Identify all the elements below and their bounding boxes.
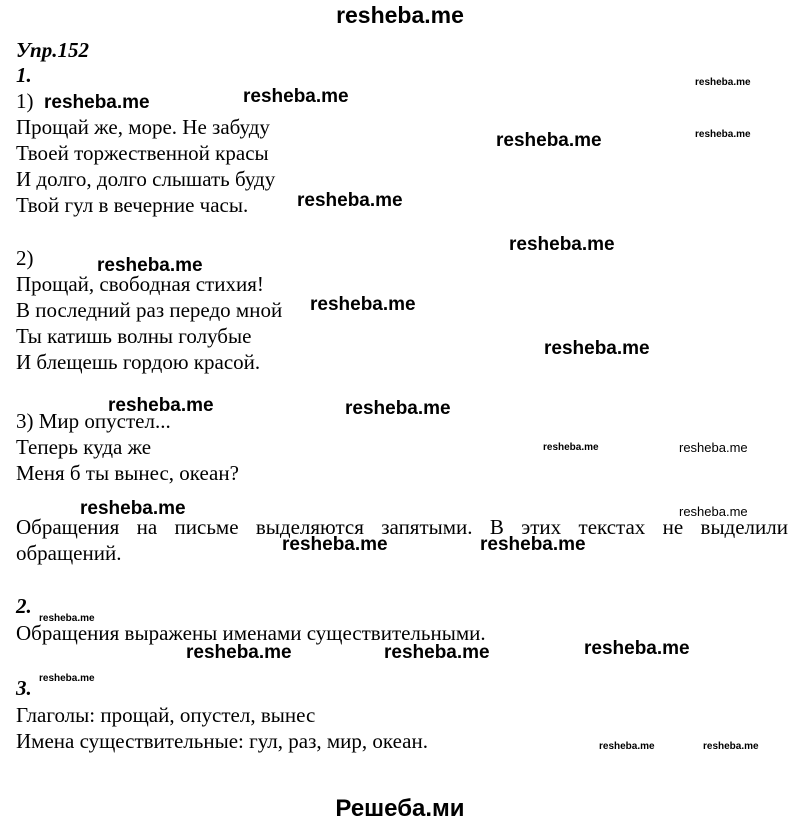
section-3-verbs: Глаголы: прощай, опустел, вынес (16, 703, 316, 727)
watermark: resheba.me (679, 440, 748, 455)
watermark: resheba.me (480, 534, 586, 555)
watermark: resheba.me (186, 642, 292, 663)
watermark: resheba.me (384, 642, 490, 663)
section-3-number: 3. (16, 676, 32, 700)
watermark: resheba.me (496, 130, 602, 151)
section-3-nouns: Имена существительные: гул, раз, мир, океан. (16, 729, 428, 753)
watermark: resheba.me (509, 234, 615, 255)
watermark: resheba.me (310, 294, 416, 315)
poem-2-line-3: Ты катишь волны голубые (16, 324, 252, 348)
site-footer: Решеба.ми (335, 795, 465, 822)
poem-2-line-1: Прощай, свободная стихия! (16, 272, 264, 296)
watermark: resheba.me (543, 442, 599, 453)
poem-1-line-3: И долго, долго слышать буду (16, 167, 276, 191)
watermark: resheba.me (679, 504, 748, 519)
watermark: resheba.me (39, 673, 95, 684)
watermark: resheba.me (544, 338, 650, 359)
watermark: resheba.me (44, 92, 150, 113)
poem-2-label: 2) (16, 246, 34, 270)
poem-1-line-4: Твой гул в вечерние часы. (16, 193, 249, 217)
section-2-text: Обращения выражены именами существительными. (16, 621, 486, 645)
poem-3-line-3: Меня б ты вынес, океан? (16, 461, 239, 485)
poem-1-line-1: Прощай же, море. Не забуду (16, 115, 270, 139)
poem-3-line-2: Теперь куда же (16, 435, 152, 459)
watermark: resheba.me (39, 613, 95, 624)
watermark: resheba.me (703, 741, 759, 752)
watermark: resheba.me (243, 86, 349, 107)
watermark: resheba.me (97, 255, 203, 276)
watermark: resheba.me (695, 129, 751, 140)
poem-2-line-2: В последний раз передо мной (16, 298, 283, 322)
poem-2-line-4: И блещешь гордою красой. (16, 350, 261, 374)
watermark: resheba.me (584, 638, 690, 659)
section-1-paragraph: Обращения на письме выделяются запятыми. В этих текстах не выделили обращений. (16, 515, 788, 565)
poem-1-label: 1) (16, 89, 34, 113)
watermark: resheba.me (695, 77, 751, 88)
section-1-number: 1. (16, 63, 32, 87)
site-header: resheba.me (336, 2, 464, 28)
poem-3-line-1: 3) Мир опустел... (16, 409, 171, 433)
watermark: resheba.me (297, 190, 403, 211)
exercise-title: Упр.152 (16, 38, 89, 62)
section-2-number: 2. (16, 594, 32, 618)
poem-1-line-2: Твоей торжественной красы (16, 141, 269, 165)
watermark: resheba.me (80, 498, 186, 519)
watermark: resheba.me (282, 534, 388, 555)
watermark: resheba.me (345, 398, 451, 419)
watermark: resheba.me (108, 395, 214, 416)
watermark: resheba.me (599, 741, 655, 752)
